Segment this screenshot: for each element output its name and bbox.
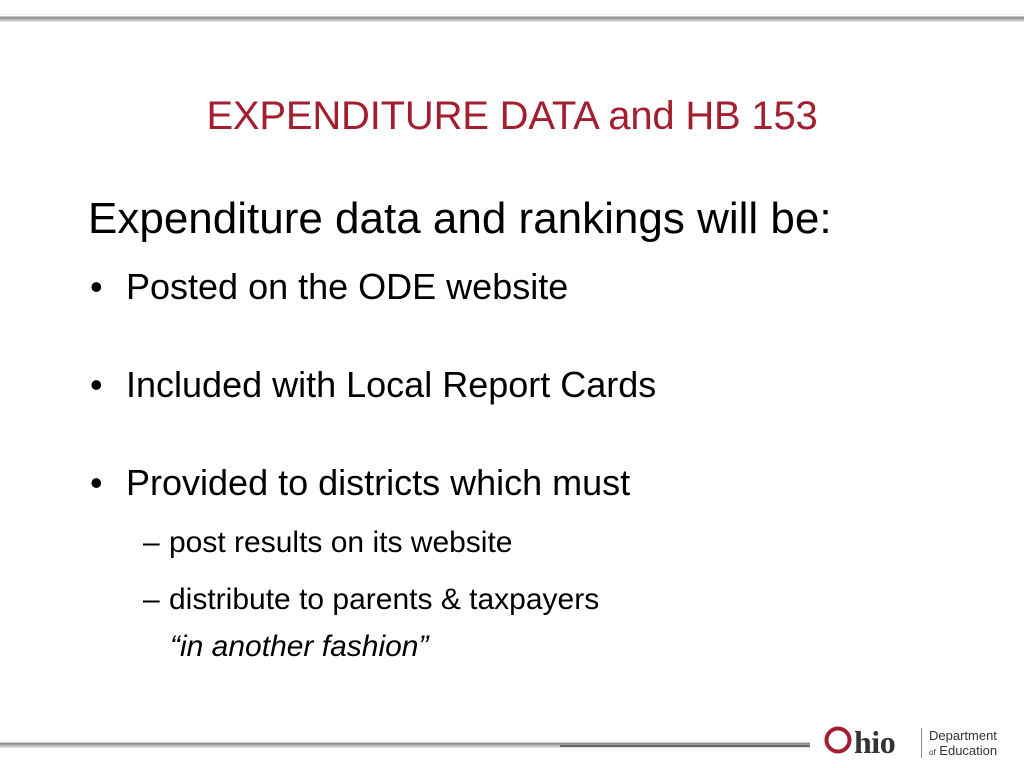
of-text: of — [929, 748, 936, 757]
sub-bullet-text: post results on its website — [169, 526, 513, 559]
department-text — [929, 728, 997, 760]
bullet-text: Provided to districts which must — [126, 462, 631, 503]
intro-text: Expenditure data and rankings will be: — [88, 194, 832, 243]
department-line: Department — [929, 728, 997, 743]
education-text: Education — [939, 743, 998, 758]
ohio-o-logo-icon — [824, 726, 852, 754]
sub-bullet-continuation: “in another fashion” — [170, 630, 429, 663]
sub-bullet-marker: – — [143, 526, 160, 559]
ohio-department-of-education-logo — [824, 724, 1020, 764]
sub-bullet-marker: – — [143, 583, 160, 616]
bullet-text: Included with Local Report Cards — [126, 364, 657, 405]
bottom-divider-accent — [560, 745, 810, 747]
sub-bullet-item — [143, 583, 599, 617]
bullet-marker: • — [90, 266, 103, 307]
sub-bullet-item — [143, 526, 513, 560]
bullet-item — [90, 462, 630, 504]
sub-bullet-text: distribute to parents & taxpayers — [169, 583, 600, 616]
bullet-item — [90, 266, 568, 308]
bullet-marker: • — [90, 462, 103, 503]
slide-title: EXPENDITURE DATA and HB 153 — [206, 94, 818, 138]
bullet-item — [90, 364, 656, 406]
logo-divider — [921, 728, 922, 758]
top-divider — [0, 14, 1024, 22]
ohio-wordmark-text: hio — [854, 724, 896, 760]
bullet-text: Posted on the ODE website — [126, 266, 569, 307]
bullet-marker: • — [90, 364, 103, 405]
education-line — [929, 743, 997, 760]
